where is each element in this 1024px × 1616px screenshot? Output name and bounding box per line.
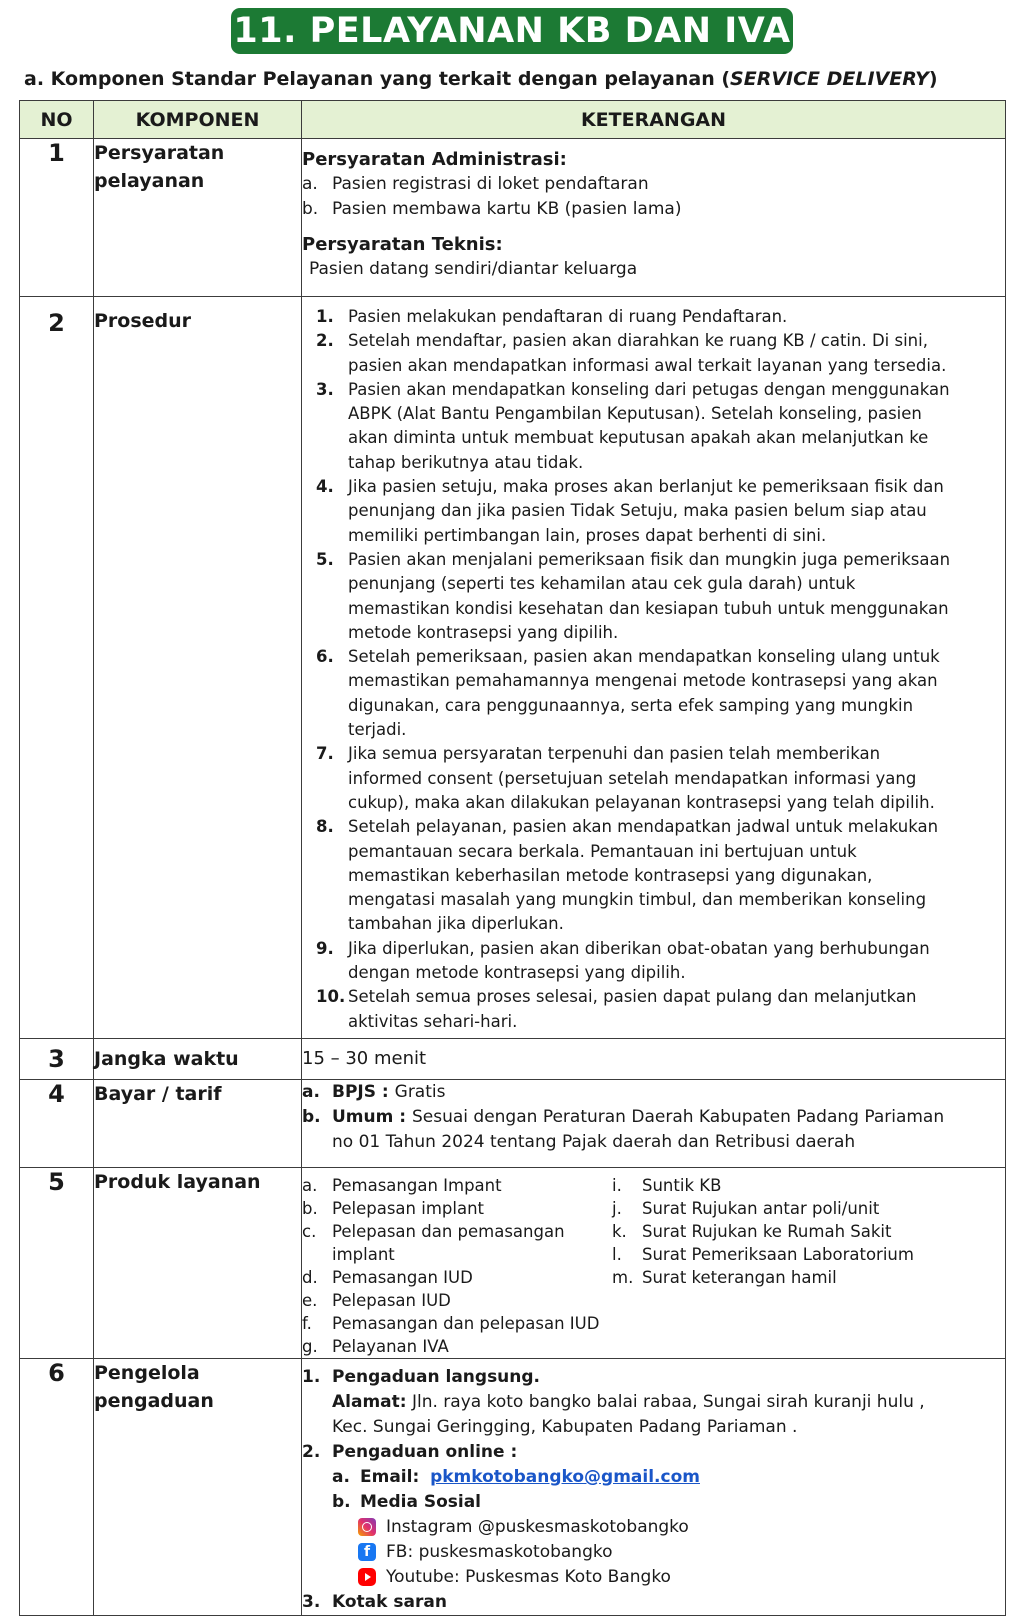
list-item — [302, 1197, 612, 1220]
tarif-text: Sesuai dengan Peraturan Daerah Kabupaten Padang Pariaman no 01 Tahun 2024 tentang Pajak daerah dan Retribusi daerah — [332, 1106, 945, 1152]
row-keterangan: 15 – 30 menit — [302, 1038, 1006, 1079]
facebook-text: FB: puskesmaskotobangko — [386, 1541, 613, 1562]
row-number: 6 — [20, 1358, 94, 1615]
list-marker: b. — [302, 1198, 318, 1218]
tarif-label: BPJS — [332, 1081, 376, 1102]
list-item — [316, 305, 957, 329]
list-text: Pasien membawa kartu KB (pasien lama) — [332, 199, 682, 219]
complaint-direct — [302, 1365, 1005, 1390]
table-row — [20, 1038, 1006, 1079]
product-list-left — [302, 1174, 612, 1358]
list-text: Pemasangan dan pelepasan IUD — [332, 1313, 600, 1333]
list-item — [612, 1243, 1005, 1266]
address-line-2: Kec. Sungai Geringging, Kabupaten Padang Pariaman . — [332, 1416, 798, 1437]
teknis-text: Pasien datang sendiri/diantar keluarga — [309, 259, 638, 279]
list-marker: d. — [302, 1267, 318, 1287]
row-komponen: Bayar / tarif — [94, 1079, 302, 1167]
list-text: Suntik KB — [642, 1175, 722, 1195]
list-text: Pelepasan implant — [332, 1198, 484, 1218]
address-label: Alamat: — [332, 1391, 407, 1412]
row-keterangan — [302, 1079, 1006, 1167]
youtube-row[interactable] — [302, 1565, 1005, 1590]
list-item — [302, 1220, 612, 1266]
list-item — [302, 1174, 612, 1197]
list-item — [612, 1174, 1005, 1197]
suggestion-box-title: Kotak saran — [332, 1591, 447, 1612]
row-keterangan — [302, 297, 1006, 1039]
list-text: Pasien akan mendapatkan konseling dari petugas dengan menggunakan ABPK (Alat Bantu Pengambilan Keputusan). Setelah konseling, pasien akan diminta untuk membuat keputusan apakah akan melanjutkan ke tahap berikutnya atau tidak. — [348, 379, 950, 472]
list-text: Jika semua persyaratan terpenuhi dan pasien telah memberikan informed consent (persetujuan setelah mendapatkan informasi yang cukup), maka akan dilakukan pelayanan kontrasepsi yang telah dipilih. — [348, 744, 935, 812]
list-marker: b. — [302, 1106, 321, 1127]
tarif-sep: : — [376, 1081, 395, 1102]
list-item — [316, 475, 957, 548]
list-item — [316, 645, 957, 742]
list-text: Pemasangan Impant — [332, 1175, 502, 1195]
row-keterangan — [302, 1358, 1006, 1615]
list-marker: 10. — [316, 987, 346, 1007]
page-title: 11. PELAYANAN KB DAN IVA — [231, 8, 793, 54]
list-marker: 2. — [316, 331, 334, 351]
email-label: Email: — [360, 1466, 420, 1487]
list-marker: g. — [302, 1336, 318, 1356]
tarif-text: Gratis — [394, 1081, 446, 1102]
list-item — [316, 815, 957, 936]
row-keterangan — [302, 1167, 1006, 1358]
address-text: Jln. raya koto bangko balai rabaa, Sungai sirah kuranji hulu , — [406, 1391, 925, 1412]
list-marker: 9. — [316, 938, 334, 958]
list-marker: k. — [612, 1221, 627, 1241]
tarif-item — [302, 1080, 945, 1105]
facebook-row[interactable] — [302, 1540, 1005, 1565]
row-komponen: Persyaratan pelayanan — [94, 139, 302, 297]
list-item — [316, 937, 957, 986]
row-number: 1 — [20, 139, 94, 297]
table-row — [20, 297, 1006, 1039]
list-text: Surat keterangan hamil — [642, 1267, 837, 1287]
list-item — [302, 172, 1005, 197]
subtitle-prefix: a. Komponen Standar Pelayanan yang terkait dengan pelayanan ( — [24, 68, 731, 90]
list-marker: j. — [612, 1198, 622, 1218]
list-text: Surat Rujukan antar poli/unit — [642, 1198, 880, 1218]
list-marker: a. — [302, 1175, 318, 1195]
table-header-row — [20, 101, 1006, 139]
list-text: Pelepasan dan pemasangan implant — [332, 1221, 565, 1264]
list-marker: a. — [302, 174, 318, 194]
list-marker: 2. — [302, 1441, 321, 1462]
service-standard-table — [19, 100, 1006, 1616]
list-marker: c. — [302, 1221, 317, 1241]
list-marker: 3. — [302, 1591, 321, 1612]
admin-title: Persyaratan Administrasi: — [302, 149, 567, 170]
list-text: Setelah pemeriksaan, pasien akan mendapatkan konseling ulang untuk memastikan pemahamannya mengenai metode kontrasepsi yang akan digunakan, cara penggunaannya, serta efek samping yang mungkin terjadi. — [348, 647, 940, 740]
teknis-title: Persyaratan Teknis: — [302, 234, 503, 255]
row-komponen: Produk layanan — [94, 1167, 302, 1358]
tarif-item — [302, 1105, 945, 1155]
list-text: Surat Pemeriksaan Laboratorium — [642, 1244, 914, 1264]
list-marker: 1. — [302, 1366, 321, 1387]
row-number: 5 — [20, 1167, 94, 1358]
suggestion-box — [302, 1590, 1005, 1615]
facebook-icon: f — [358, 1543, 376, 1561]
admin-list — [302, 172, 1005, 222]
list-marker: a. — [302, 1081, 320, 1102]
list-text: Pelayanan IVA — [332, 1336, 449, 1356]
row-komponen: Pengelola pengaduan — [94, 1358, 302, 1615]
procedure-steps — [316, 305, 957, 1034]
list-marker: a. — [332, 1466, 350, 1487]
complaint-online — [302, 1440, 1005, 1465]
list-item — [302, 1266, 612, 1289]
list-item — [302, 1335, 612, 1358]
list-text: Jika pasien setuju, maka proses akan berlanjut ke pemeriksaan fisik dan penunjang dan jika pasien Tidak Setuju, maka pasien belum siap atau memiliki pertimbangan lain, proses dapat berhenti di sini. — [348, 477, 944, 545]
list-marker: b. — [332, 1491, 351, 1512]
list-marker: i. — [612, 1175, 622, 1195]
header-komponen: KOMPONEN — [94, 101, 302, 139]
list-text: Pelepasan IUD — [332, 1290, 451, 1310]
table-row — [20, 1167, 1006, 1358]
list-text: Pasien akan menjalani pemeriksaan fisik dan mungkin juga pemeriksaan penunjang (seperti tes kehamilan atau cek gula darah) untuk memastikan kondisi kesehatan dan kesiapan tubuh untuk menggunakan metode kontrasepsi yang dipilih. — [348, 549, 951, 642]
list-text: Surat Rujukan ke Rumah Sakit — [642, 1221, 892, 1241]
list-marker: 3. — [316, 379, 334, 399]
list-text: Pemasangan IUD — [332, 1267, 473, 1287]
social-media-row — [302, 1490, 1005, 1515]
list-item — [316, 985, 957, 1034]
table-row — [20, 1358, 1006, 1615]
list-text: Setelah mendaftar, pasien akan diarahkan ke ruang KB / catin. Di sini, pasien akan mendapatkan informasi awal terkait layanan yang tersedia. — [348, 331, 947, 375]
youtube-text: Youtube: Puskesmas Koto Bangko — [386, 1566, 671, 1587]
list-marker: f. — [302, 1313, 312, 1333]
list-marker: 7. — [316, 744, 334, 764]
list-marker: 6. — [316, 647, 334, 667]
tarif-sep: : — [393, 1106, 412, 1127]
list-marker: e. — [302, 1290, 318, 1310]
table-row — [20, 1079, 1006, 1167]
list-marker: l. — [612, 1244, 622, 1264]
list-marker: 8. — [316, 817, 334, 837]
product-columns — [302, 1174, 1005, 1358]
header-no: NO — [20, 101, 94, 139]
email-row — [302, 1465, 1005, 1490]
tarif-label: Umum — [332, 1106, 394, 1127]
list-item — [302, 1312, 612, 1335]
product-list-right — [612, 1174, 1005, 1358]
list-item — [612, 1266, 1005, 1289]
email-link[interactable]: pkmkotobangko@gmail.com — [430, 1466, 700, 1487]
address — [302, 1390, 1005, 1415]
instagram-icon — [358, 1518, 376, 1536]
row-komponen: Jangka waktu — [94, 1038, 302, 1079]
instagram-row[interactable] — [302, 1515, 1005, 1540]
list-item — [302, 197, 1005, 222]
row-number: 3 — [20, 1038, 94, 1079]
header-keterangan: KETERANGAN — [302, 101, 1006, 139]
list-text: Pasien melakukan pendaftaran di ruang Pendaftaran. — [348, 307, 788, 326]
list-item — [612, 1197, 1005, 1220]
list-item — [316, 378, 957, 475]
list-item — [316, 548, 957, 645]
list-text: Setelah semua proses selesai, pasien dapat pulang dan melanjutkan aktivitas sehari-hari. — [348, 987, 917, 1031]
social-media-title: Media Sosial — [360, 1491, 482, 1512]
list-item — [302, 1289, 612, 1312]
subtitle-suffix: ) — [928, 68, 938, 90]
list-item — [316, 329, 957, 378]
list-marker: 1. — [316, 307, 334, 326]
list-marker: 4. — [316, 477, 334, 497]
row-komponen: Prosedur — [94, 297, 302, 1039]
list-text: Setelah pelayanan, pasien akan mendapatkan jadwal untuk melakukan pemantauan secara berkala. Pemantauan ini bertujuan untuk memastikan keberhasilan metode kontrasepsi yang digunakan, mengatasi masalah yang mungkin timbul, dan memberikan konseling tambahan jika diperlukan. — [348, 817, 939, 934]
instagram-text: Instagram @puskesmaskotobangko — [386, 1516, 689, 1537]
list-item — [316, 742, 957, 815]
list-marker: b. — [302, 199, 319, 219]
section-subtitle — [24, 68, 938, 90]
complaint-online-title: Pengaduan online : — [332, 1441, 518, 1462]
row-number: 2 — [20, 297, 94, 1039]
table-row — [20, 139, 1006, 297]
subtitle-italic: SERVICE DELIVERY — [730, 68, 929, 90]
list-text: Pasien registrasi di loket pendaftaran — [332, 174, 649, 194]
youtube-icon — [358, 1568, 376, 1586]
list-marker: 5. — [316, 549, 334, 569]
list-text: Jika diperlukan, pasien akan diberikan obat-obatan yang berhubungan dengan metode kontrasepsi yang dipilih. — [348, 938, 930, 983]
complaint-direct-title: Pengaduan langsung. — [332, 1366, 541, 1387]
row-keterangan — [302, 139, 1006, 297]
row-number: 4 — [20, 1079, 94, 1167]
list-item — [612, 1220, 1005, 1243]
list-marker: m. — [612, 1267, 634, 1287]
